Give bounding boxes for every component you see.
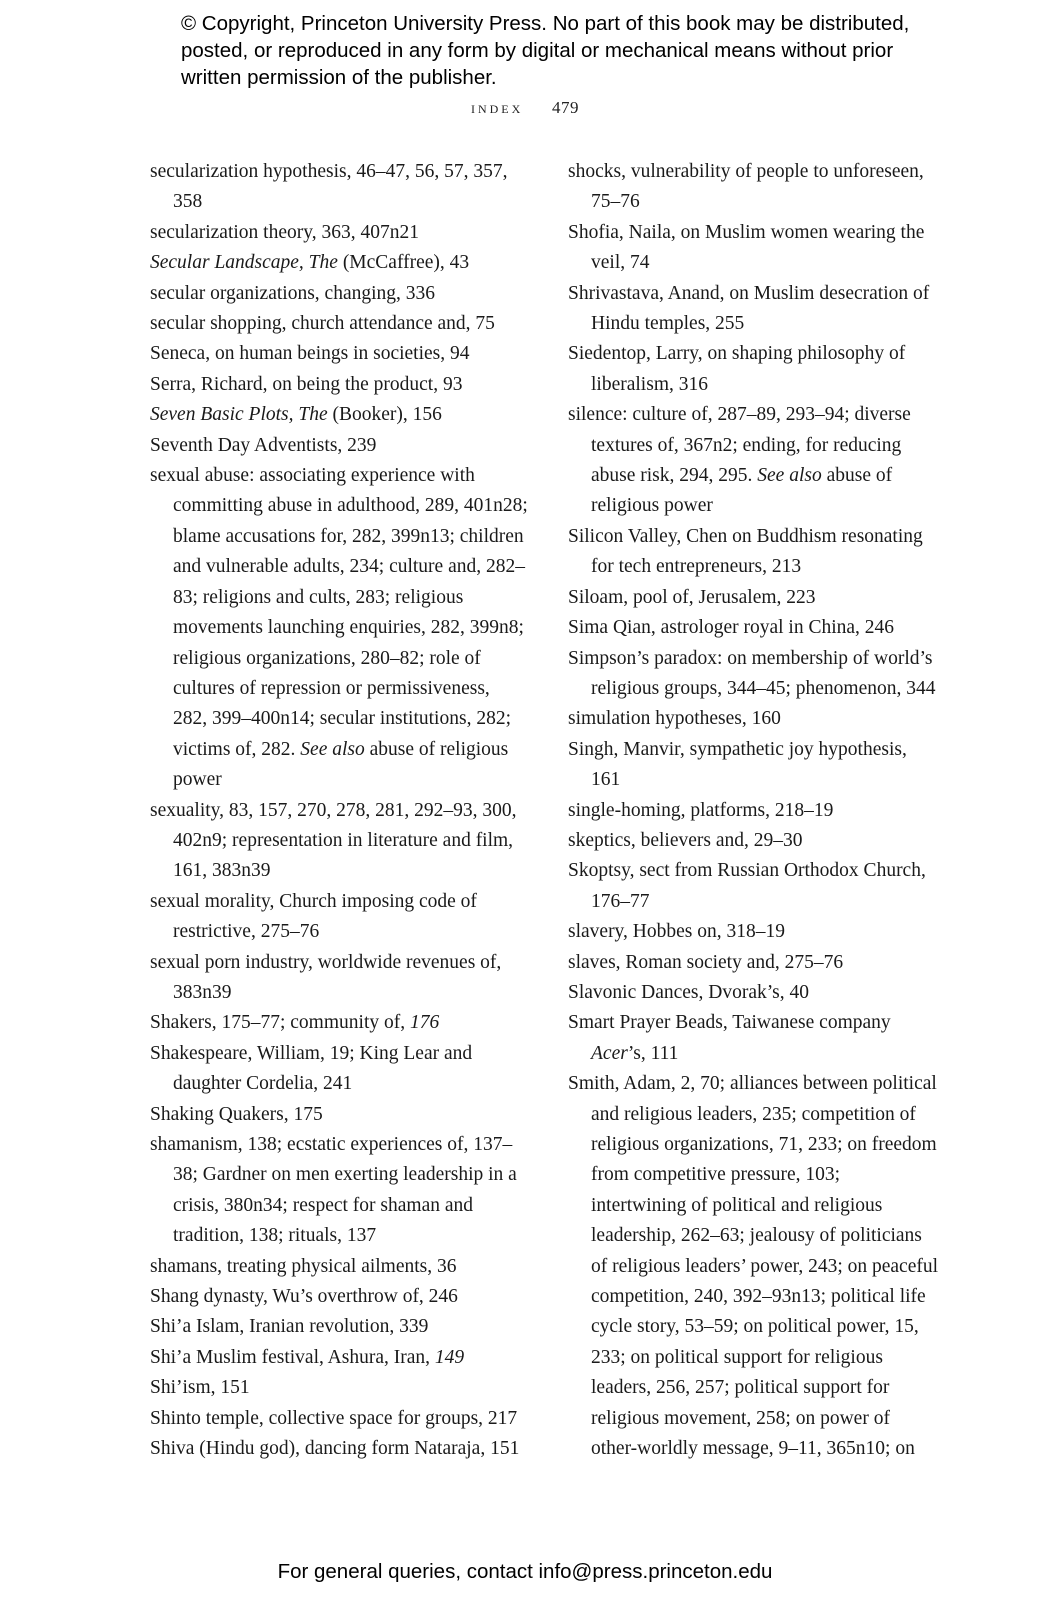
index-entry: Simpson’s paradox: on membership of world’s religious groups, 344–45; phenomenon, 344 [568,647,936,699]
index-entry: Smith, Adam, 2, 70; alliances between political and religious leaders, 235; competition of religious organizations, 71, 233; on freedom from competitive pressure, 103; intertwining of political and religious leadership, 262–63; jealousy of politicians of religious leaders’ power, 243; on peaceful competition, 240, 392–93n13; political life cycle story, 53–59; on political power, 15, 233; on political support for religious leaders, 256, 257; political support for religious movement, 258; on power of other-worldly message, 9–11, 365n10; on [568,1073,939,1460]
index-entry: simulation hypotheses, 160 [568,708,781,730]
running-head [0,98,1050,118]
index-entry: Smart Prayer Beads, Taiwanese company Acer’s, 111 [568,1012,891,1064]
index-column-right [568,157,940,1464]
copyright-notice: © Copyright, Princeton University Press. No part of this book may be distributed, posted, or reproduced in any form by digital or mechanical means without prior written permission of the publisher. [181,12,910,89]
index-entry: slavery, Hobbes on, 318–19 [568,921,785,943]
index-entry: Sima Qian, astrologer royal in China, 246 [568,617,895,639]
index-entry: silence: culture of, 287–89, 293–94; diverse textures of, 367n2; ending, for reducing abuse risk, 294, 295. See also abuse of religious power [568,404,911,517]
index-entry: Shakers, 175–77; community of, 176 [150,1012,440,1034]
index-entry: slaves, Roman society and, 275–76 [568,951,844,973]
index-entry: single-homing, platforms, 218–19 [568,799,834,821]
index-entry: shamans, treating physical ailments, 36 [150,1255,457,1277]
index-entry: shamanism, 138; ecstatic experiences of, 137–38; Gardner on men exerting leadership in a crisis, 380n34; respect for shaman and tradition, 138; rituals, 137 [150,1134,517,1247]
index-entry: Shaking Quakers, 175 [150,1103,323,1125]
index-entry: Shofia, Naila, on Muslim women wearing the veil, 74 [568,221,925,274]
footer-contact: For general queries, contact info@press.princeton.edu [277,1560,773,1583]
index-entry: Siloam, pool of, Jerusalem, 223 [568,586,816,608]
index-entry: Shang dynasty, Wu’s overthrow of, 246 [150,1286,458,1308]
index-entry: Skoptsy, sect from Russian Orthodox Church, 176–77 [568,860,926,912]
index-entry: sexual porn industry, worldwide revenues of, 383n39 [150,951,502,1003]
page-number: 479 [552,98,580,117]
index-entry: Shinto temple, collective space for groups, 217 [150,1407,518,1429]
index-entry: Singh, Manvir, sympathetic joy hypothesis, 161 [568,738,907,791]
index-entry: Siedentop, Larry, on shaping philosophy of liberalism, 316 [568,343,906,395]
index-entry: Shrivastava, Anand, on Muslim desecration of Hindu temples, 255 [568,282,930,335]
index-entry: secular organizations, changing, 336 [150,282,436,304]
index-entry: secularization hypothesis, 46–47, 56, 57, 357, 358 [150,161,508,213]
index-entry: shocks, vulnerability of people to unforeseen, 75–76 [568,161,924,213]
index-entry: Shi’a Muslim festival, Ashura, Iran, 149 [150,1346,465,1368]
index-entry: skeptics, believers and, 29–30 [568,829,803,851]
index-entry: Serra, Richard, on being the product, 93 [150,373,463,395]
index-entry: Shakespeare, William, 19; King Lear and daughter Cordelia, 241 [150,1042,473,1095]
index-entry: Seven Basic Plots, The (Booker), 156 [150,404,442,426]
index-entry: Slavonic Dances, Dvorak’s, 40 [568,981,809,1003]
index-entry: secular shopping, church attendance and, 75 [150,313,495,335]
index-entry: sexuality, 83, 157, 270, 278, 281, 292–93, 300, 402n9; representation in literature and film, 161, 383n39 [150,799,517,882]
index-entry: Seneca, on human beings in societies, 94 [150,343,470,365]
index-entry: Shi’ism, 151 [150,1377,250,1399]
index-entry: sexual abuse: associating experience with committing abuse in adulthood, 289, 401n28; blame accusations for, 282, 399n13; children and vulnerable adults, 234; culture and, 282–83; religions and cults, 283; religious movements launching enquiries, 282, 399n8; religious organizations, 280–82; role of cultures of repression or permissiveness, 282, 399–400n14; secular institutions, 282; victims of, 282. See also abuse of religious power [150,465,528,791]
index-entry: Secular Landscape, The (McCaffree), 43 [150,252,470,274]
index-entry: Silicon Valley, Chen on Buddhism resonating for tech entrepreneurs, 213 [568,525,923,578]
index-entry: Shiva (Hindu god), dancing form Nataraja, 151 [150,1438,520,1460]
index-column-left [150,157,528,1464]
index-entry: Seventh Day Adventists, 239 [150,434,377,456]
running-head-title: index [470,98,524,117]
index-entry: secularization theory, 363, 407n21 [150,221,419,243]
index-entry: Shi’a Islam, Iranian revolution, 339 [150,1316,429,1338]
index-entry: sexual morality, Church imposing code of restrictive, 275–76 [150,890,477,943]
